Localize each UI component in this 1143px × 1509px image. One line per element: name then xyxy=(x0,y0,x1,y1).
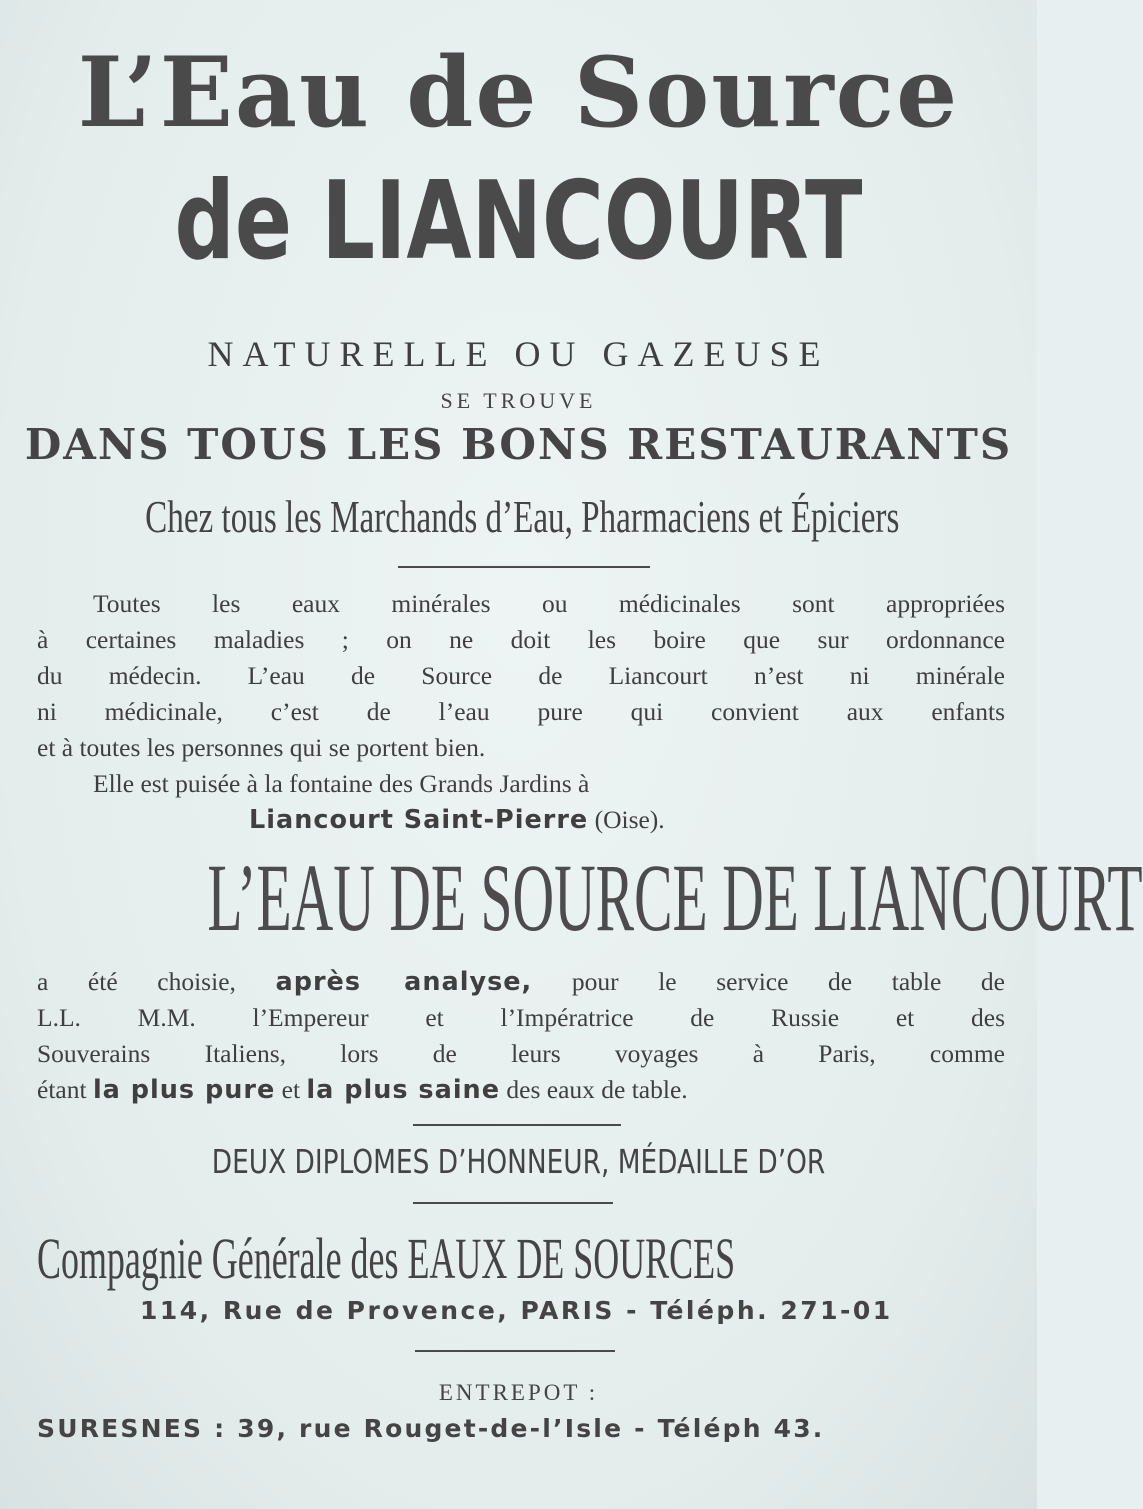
paragraph-2-line: Souverains Italiens, lors de leurs voyages à Paris, comme xyxy=(37,1039,1005,1068)
divider-3 xyxy=(413,1202,613,1204)
restaurants-heading: DANS TOUS LES BONS RESTAURANTS xyxy=(24,420,1013,469)
subtitle: NATURELLE OU GAZEUSE xyxy=(207,334,830,374)
text-run: a été choisie, xyxy=(37,967,276,996)
text-run: pour le service de table de xyxy=(532,967,1005,996)
paragraph-1-line: Toutes les eaux minérales ou médicinales sont appropriées xyxy=(93,589,1005,618)
paragraph-2 xyxy=(37,964,1005,1108)
paragraph-1-line: ni médicinale, c’est de l’eau pure qui convient aux enfants xyxy=(37,697,1005,726)
paragraph-2-line xyxy=(37,964,1005,1000)
text-run: des eaux de table. xyxy=(500,1075,688,1104)
emphasis: après analyse, xyxy=(275,967,533,997)
paragraph-1-line: à certaines maladies ; on ne doit les boire que sur ordonnance xyxy=(37,625,1005,654)
location-region: (Oise). xyxy=(588,805,665,834)
location-line xyxy=(37,802,1005,838)
paragraph-1-line: et à toutes les personnes qui se portent bien. xyxy=(37,733,486,762)
se-trouve: SE TROUVE xyxy=(440,388,597,413)
paragraph-2-line: L.L. M.M. l’Empereur et l’Impératrice de Russie et des xyxy=(37,1003,1005,1032)
title-line-1: L’Eau de Source xyxy=(77,36,960,149)
divider-2 xyxy=(413,1124,621,1126)
paragraph-1 xyxy=(37,586,1005,838)
location-name: Liancourt Saint-Pierre xyxy=(249,805,589,835)
entrepot-label: ENTREPOT : xyxy=(438,1380,599,1405)
emphasis: la plus pure xyxy=(92,1075,276,1105)
company-address: 114, Rue de Provence, PARIS - Téléph. 271-01 xyxy=(140,1296,893,1325)
divider-1 xyxy=(398,566,650,568)
paragraph-2-line xyxy=(37,1072,1005,1108)
fontaine-line: Elle est puisée à la fontaine des Grands Jardins à xyxy=(93,769,590,798)
text-run: étant xyxy=(37,1075,93,1104)
awards-line: DEUX DIPLOMES D’HONNEUR, MÉDAILLE D’OR xyxy=(211,1142,826,1181)
company-name: Compagnie Générale des EAUX DE SOURCES xyxy=(37,1226,736,1291)
text-run: et xyxy=(275,1075,307,1104)
title-line-2: de LIANCOURT xyxy=(174,159,863,284)
paragraph-1-line: du médecin. L’eau de Source de Liancourt n’est ni minérale xyxy=(37,661,1005,690)
entrepot-address: SURESNES : 39, rue Rouget-de-l’Isle - Téléph 43. xyxy=(37,1414,825,1443)
headline: L’EAU DE SOURCE DE LIANCOURT xyxy=(207,844,1143,951)
merchants-line: Chez tous les Marchands d’Eau, Pharmaciens et Épiciers xyxy=(145,491,900,542)
emphasis: la plus saine xyxy=(306,1075,501,1105)
divider-4 xyxy=(415,1350,615,1352)
